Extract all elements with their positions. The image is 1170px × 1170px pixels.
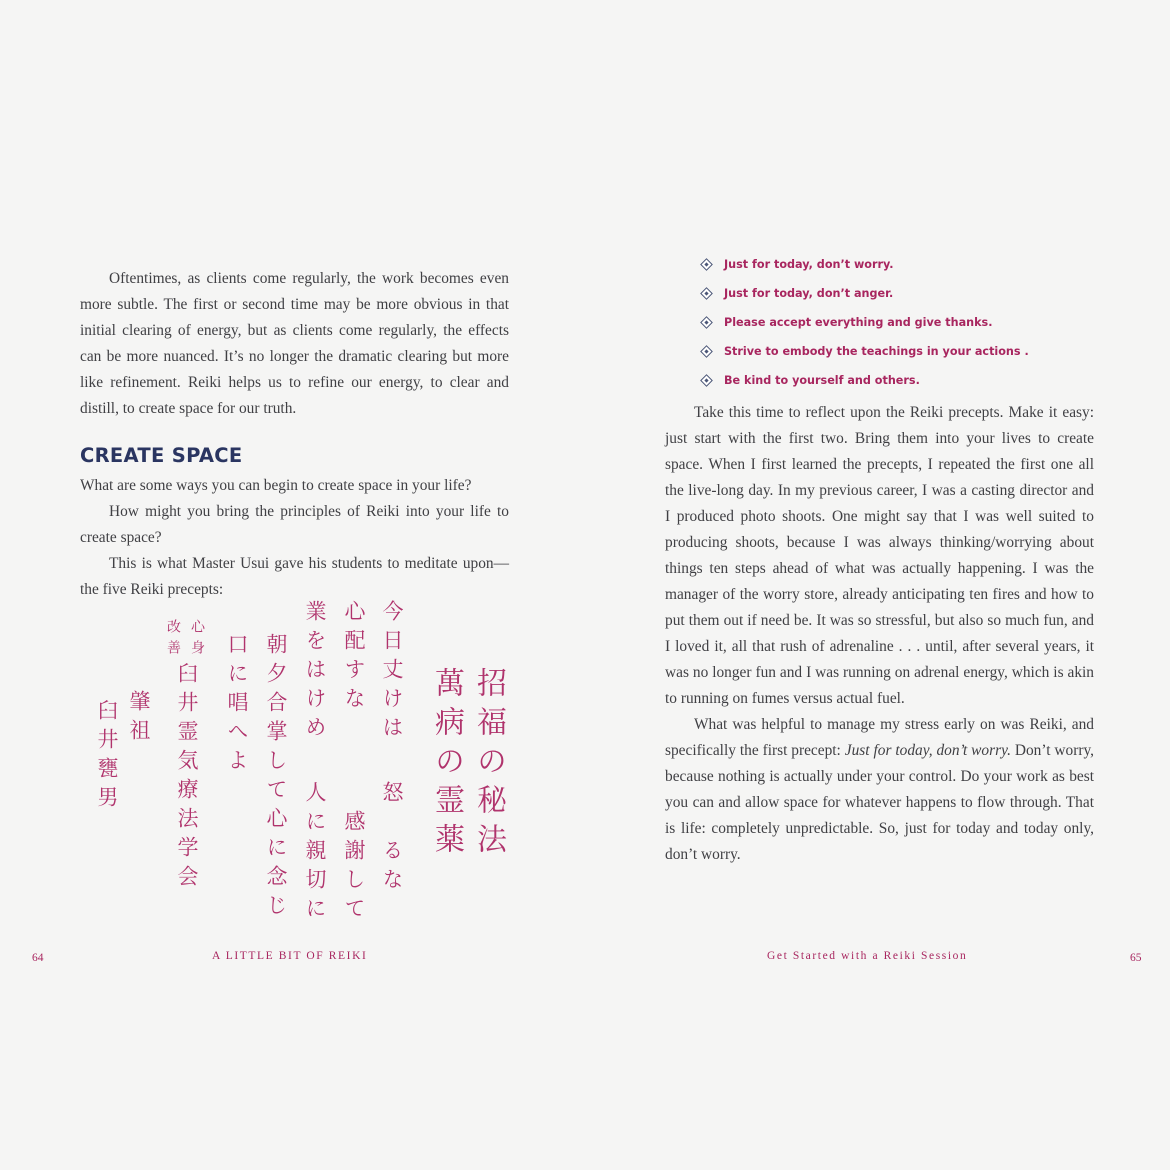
left-paragraph-4: This is what Master Usui gave his students to meditate upon—the five Reiki precepts: xyxy=(80,555,509,598)
precept-text: Please accept everything and give thanks. xyxy=(724,316,993,329)
right-paragraph-2 xyxy=(665,712,1094,868)
diamond-bullet-icon xyxy=(701,288,712,299)
left-paragraph-2: What are some ways you can begin to create space in your life? xyxy=(80,477,472,494)
page-number-right: 65 xyxy=(1130,952,1142,964)
running-footer-left: A LITTLE BIT OF REIKI xyxy=(212,950,368,962)
left-paragraph-1: Oftentimes, as clients come regularly, the work becomes even more subtle. The first or second time may be more obvious in that initial clearing of energy, but as clients come regularly, the effects can be more nuanced. It’s no longer the dramatic clearing but more like refinement. Reiki helps us to refine our energy, to clear and distill, to create space for our truth. xyxy=(80,270,509,417)
page-number-left: 64 xyxy=(32,952,44,964)
precept-text: Be kind to yourself and others. xyxy=(724,374,920,387)
precept-item xyxy=(701,366,1094,395)
kanji-column-precept-1a: 今日丈けは xyxy=(380,600,404,745)
diamond-bullet-icon xyxy=(701,259,712,270)
left-text-column xyxy=(80,266,509,603)
right-paragraph-2-start: What was helpful to manage my stress early on was Reiki, and specifically the first precept: xyxy=(665,716,1094,759)
diamond-bullet-icon xyxy=(701,317,712,328)
kanji-column-small-2: 改善 xyxy=(165,619,181,661)
precept-text: Just for today, don’t worry. xyxy=(724,258,894,271)
kanji-column-title-2: 萬病の霊薬 xyxy=(429,667,464,862)
kanji-column-precept-1b: 怒 るな xyxy=(380,781,404,897)
precept-text: Just for today, don’t anger. xyxy=(724,287,894,300)
precepts-list xyxy=(665,250,1094,395)
running-footer-right: Get Started with a Reiki Session xyxy=(767,950,968,962)
kanji-column-small-1: 心身 xyxy=(189,619,205,661)
kanji-column-precept-4: 朝夕合掌して心に念じ xyxy=(264,633,288,923)
kanji-column-precept-3b: 人に親切に xyxy=(303,781,327,926)
kanji-column-precept-5: 口に唱へよ xyxy=(225,633,249,778)
precept-item xyxy=(701,279,1094,308)
right-text-column xyxy=(665,250,1094,868)
section-heading: CREATE SPACE xyxy=(80,444,243,467)
kanji-column-precept-3a: 業をはけめ xyxy=(303,600,327,745)
diamond-bullet-icon xyxy=(701,375,712,386)
precept-item xyxy=(701,337,1094,366)
kanji-column-precept-2a: 心配すな xyxy=(342,600,366,716)
kanji-column-precept-2b: 感謝して xyxy=(342,810,366,926)
right-paragraph-1: Take this time to reflect upon the Reiki precepts. Make it easy: just start with the first two. Bring them into your lives to create space. When I first learned the precepts, I repeated the first one all the live-long day. In my previous career, I was a casting director and I produced photo shoots. One might say that I was well suited to producing shoots, because I was always thinking/worrying about things ten steps ahead of what was actually happening. I was the manager of the worry store, already anticipating ten fires and how to put them out if need be. It was so stressful, but also so much fun, and I loved it, all that rush of adrenaline . . . until, after several years, it was no longer fun and I was running on adrenal energy, which is akin to running on fumes versus actual fuel. xyxy=(665,404,1094,707)
kanji-column-title-1: 招福の秘法 xyxy=(471,667,506,862)
precept-text: Strive to embody the teachings in your actions . xyxy=(724,345,1029,358)
right-page xyxy=(585,0,1170,1170)
kanji-column-founder-name: 臼井甕男 xyxy=(95,699,119,815)
diamond-bullet-icon xyxy=(701,346,712,357)
precept-item xyxy=(701,250,1094,279)
precept-item xyxy=(701,308,1094,337)
right-paragraph-2-end: Don’t worry, because nothing is actually under your control. Do your work as best you can and allow space for whatever happens to flow through. That is life: completely unpredictable. So, just for today and today only, don’t worry. xyxy=(665,742,1095,863)
kanji-column-founder-title: 肇祖 xyxy=(127,690,151,748)
left-paragraph-3: How might you bring the principles of Reiki into your life to create space? xyxy=(80,503,509,546)
first-precept-quote: Just for today, don’t worry. xyxy=(844,742,1011,759)
kanji-column-gakkai: 臼井霊気療法学会 xyxy=(175,662,199,894)
